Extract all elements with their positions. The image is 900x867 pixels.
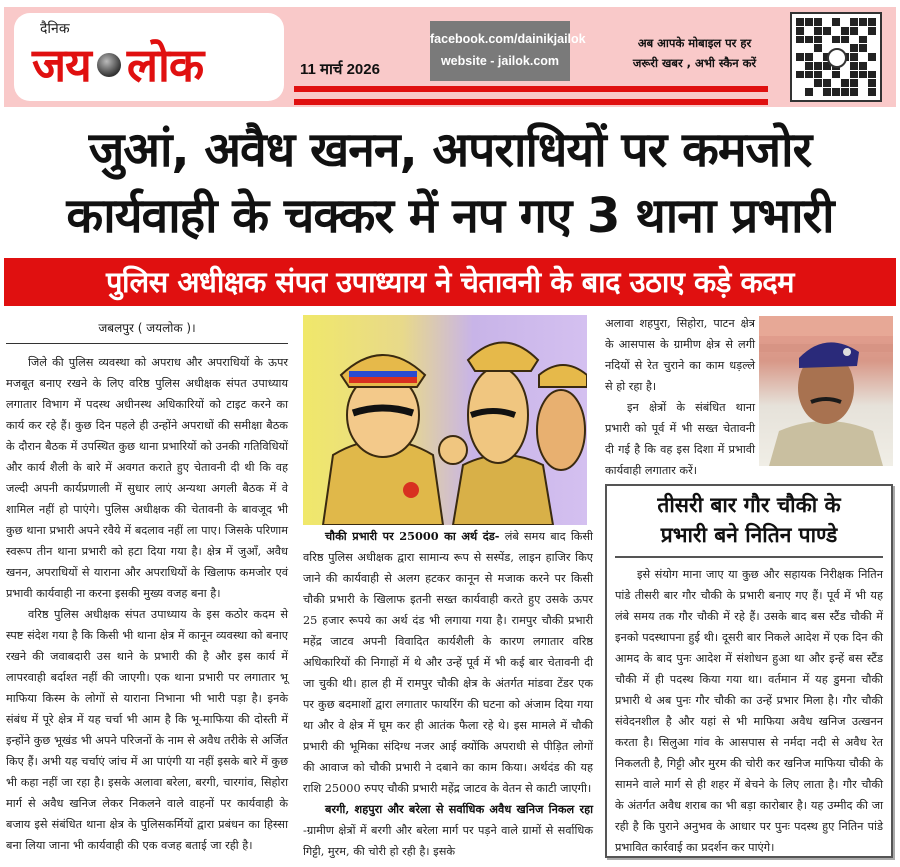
sub-headline: पुलिस अधीक्षक संपत उपाध्याय ने चेतावनी के बाद उठाए कड़े कदम — [4, 258, 896, 306]
promo-line-2: जरूरी खबर , अभी स्कैन करें — [632, 56, 757, 70]
qr-module — [814, 88, 822, 96]
whatsapp-icon — [827, 48, 847, 68]
qr-module — [850, 36, 858, 44]
main-headline-line-1: जुआं, अवैध खनन, अपराधियों पर कमजोर — [88, 122, 812, 178]
sidebar-title-line-2: प्रभारी बने नितिन पाण्डे — [660, 523, 838, 547]
qr-module — [832, 71, 840, 79]
portrait-graphic — [759, 316, 893, 466]
qr-module — [841, 18, 849, 26]
illustration-graphic — [303, 315, 587, 525]
qr-module — [841, 36, 849, 44]
article-paragraph: इन क्षेत्रों के संबंधित थाना प्रभारी को पूर्व में भी सख्त चेतावनी दी गई है कि वह इस दिशा में प्रभावी कार्यवाही लगातार करें। — [605, 401, 755, 477]
qr-module — [823, 36, 831, 44]
logo-wordmark — [32, 35, 203, 95]
website-link[interactable]: website - jailok.com — [440, 54, 560, 68]
qr-module — [859, 88, 867, 96]
cartoon-police-illustration — [303, 315, 587, 525]
qr-module — [814, 62, 822, 70]
qr-module — [805, 79, 813, 87]
article-column-1 — [6, 318, 288, 856]
article-paragraph: जिले की पुलिस व्यवस्था को अपराध और अपराधियों के ऊपर मजबूत बनाए रखने के लिए वरिष्ठ पुलिस अधीक्षक संपत उपाध्याय लगातार विभाग में पदस्थ अधीनस्थ अधिकारियों को टाइट करने का कार्य कर रहे हैं। कुछ दिन पहले ही उन्होंने अपराधों की समीक्षा बैठक के दौरान बैठक में उपस्थित कुछ थाना प्रभारियों को उनकी गतिविधियों और कार्य शैली के बारे में अवगत कराते हुए चेतावनी दी थी कि वह जल्दी अपनी कार्यप्रणाली में सुधार लाएं अन्यथा अगली बैठक में वे शामिल नहीं हो पाएंगे। पुलिस अधीक्षक की चेतावनी के बावजूद भी कुछ थाना प्रभारी अपने रवैये में बदलाव नहीं ला पाए। जिसके परिणाम स्वरूप तीन थाना प्रभारी को हटा दिया गया है। क्षेत्र में जुआँ, अवैध खनन, अपराधियों से याराना और अपराधियों के खिलाफ कमजोर एवं प्रभावी कार्यवाही ना करना इसकी मुख्य वजह बना है। — [6, 356, 288, 600]
qr-module — [823, 18, 831, 26]
qr-module — [805, 36, 813, 44]
article-column-2 — [303, 526, 593, 862]
qr-module — [796, 18, 804, 26]
section-subheading: चौकी प्रभारी पर 25000 का अर्थ दंड- — [325, 529, 500, 543]
qr-module — [868, 71, 876, 79]
sidebar-title-line-1: तीसरी बार गौर चौकी के — [657, 493, 841, 517]
qr-module — [832, 88, 840, 96]
qr-module — [859, 18, 867, 26]
qr-module — [859, 71, 867, 79]
qr-module — [805, 62, 813, 70]
qr-module — [868, 53, 876, 61]
qr-module — [859, 27, 867, 35]
qr-module — [796, 88, 804, 96]
article-paragraph: इसे संयोग माना जाए या कुछ और सहायक निरीक्षक नितिन पांडे तीसरी बार गौर चौकी के प्रभारी बनाए गए हैं। पूर्व में भी यह लंबे समय तक गौर चौकी में रहे हैं। उसके बाद बस स्टैंड चौकी में इनको पदस्थापना हुई थी। दूसरी बार निकले आदेश में एक दिन की आमद के बाद पुनः आदेश में संशोधन हुआ था और इन्हें बस स्टैंड चौकी में ही पदस्थ किया गया था। वर्तमान में यह डुमना चौकी प्रभारी थे अब पुनः गौर चौकी का उन्हें प्रभार मिला है। गौर चौकी संवेदनशील है और यहां से भी माफिया अवैध खनिज उत्खनन करता है। सिलुआ गांव के आसपास से नर्मदा नदी से अवैध रेत निकलती है, गिट्टी और मुरम की चोरी कर खनिज माफिया चौकी के सामने वाले मार्ग से ही शहर में बेचने के लिए लाता है। गौर चौकी के अंतर्गत अवैध शराब का भी बड़ा कारोबार है। यह उम्मीद की जा रही है कि पुराने अनुभव के आधार पर पुनः पदस्थ हुए नितिन पांडे प्रभावित कार्रवाई का प्रदर्शन कर पाएंगे। — [615, 568, 883, 854]
article-column-3 — [605, 313, 755, 481]
qr-module — [868, 44, 876, 52]
newspaper-logo — [14, 13, 284, 101]
qr-module — [868, 62, 876, 70]
qr-module — [832, 27, 840, 35]
qr-module — [841, 71, 849, 79]
qr-module — [859, 62, 867, 70]
qr-module — [823, 71, 831, 79]
facebook-link[interactable]: facebook.com/dainikjailok — [430, 32, 586, 46]
qr-module — [841, 79, 849, 87]
sidebar-story-title — [615, 490, 883, 558]
qr-module — [859, 53, 867, 61]
qr-code-icon[interactable] — [790, 12, 882, 102]
qr-module — [868, 27, 876, 35]
qr-module — [832, 79, 840, 87]
main-headline-line-2: कार्यवाही के चक्कर में नप गए 3 थाना प्रभारी — [66, 188, 834, 244]
promo-line-1: अब आपके मोबाइल पर हर — [637, 36, 752, 50]
qr-module — [796, 27, 804, 35]
qr-module — [823, 27, 831, 35]
qr-module — [805, 71, 813, 79]
qr-module — [868, 18, 876, 26]
issue-date: 11 मार्च 2026 — [300, 61, 380, 78]
qr-module — [868, 36, 876, 44]
qr-module — [814, 44, 822, 52]
qr-module — [850, 88, 858, 96]
qr-module — [859, 79, 867, 87]
paragraph-text: -ग्रामीण क्षेत्रों में बरगी और बरेला मार्ग पर पड़ने वाले ग्रामों से सर्वाधिक गिट्टी, मुरम, की चोरी हो रही है। इसके — [303, 824, 593, 858]
qr-module — [796, 44, 804, 52]
qr-module — [796, 53, 804, 61]
qr-module — [832, 18, 840, 26]
qr-module — [814, 53, 822, 61]
qr-module — [796, 79, 804, 87]
qr-module — [868, 79, 876, 87]
qr-module — [796, 36, 804, 44]
sidebar-story-body — [615, 564, 883, 858]
qr-module — [841, 88, 849, 96]
qr-module — [859, 44, 867, 52]
article-paragraph — [303, 799, 593, 862]
qr-module — [814, 27, 822, 35]
qr-module — [805, 53, 813, 61]
article-paragraph: वरिष्ठ पुलिस अधीक्षक संपत उपाध्याय के इस कठोर कदम से स्पष्ट संदेश गया है कि किसी भी थाना क्षेत्र में कानून व्यवस्था को बनाए रखने की जवाबदारी उस थाने के प्रभारी की है और इस कार्य में लापरवाही बर्दाश्त नहीं की जाएगी। एक थाना प्रभारी पर लगातार भू माफिया किस्म के लोगों से याराना निभाना भी भारी पड़ा है। इनके संबंध में पूरे क्षेत्र में यह चर्चा भी आम है कि भू-माफिया की दोस्ती में इन्होंने कुछ भूखंड भी अपने परिजनों के नाम से अवैध तरीके से अर्जित किए हैं। अभी यह चर्चाएं जांच में आ पाएंगी या नहीं इसके बारे में कुछ भी कहा नहीं जा रहा है। इसके अलावा बरेला, बरगी, चारगांव, सिहोरा मार्ग से अवैध खनिज लेकर निकलने वाले वाहनों पर कार्यवाही के बजाय इसे संबंधित थाना क्षेत्र के पुलिसकर्मियों द्वारा प्रबंधन का हिस्सा बना लिया जाना भी कार्यवाही की एक वजह बताई जा रही है। — [6, 608, 288, 852]
section-subheading: बरगी, शहपुरा और बरेला से सर्वाधिक अवैध खनिज निकल रहा — [325, 802, 593, 816]
qr-module — [850, 27, 858, 35]
qr-module — [805, 88, 813, 96]
logo-word-right: लोक — [126, 38, 204, 92]
globe-icon — [97, 53, 121, 77]
qr-module — [805, 18, 813, 26]
dateline: जबलपुर ( जयलोक )। — [6, 318, 288, 344]
qr-module — [814, 18, 822, 26]
qr-module — [868, 88, 876, 96]
sidebar-story-box — [605, 484, 893, 858]
qr-module — [796, 62, 804, 70]
article-paragraph: अलावा शहपुरा, सिहोरा, पाटन क्षेत्र के आसपास के ग्रामीण क्षेत्र से लगी नदियों से रेत चुराने का काम धड़ल्ले से हो रहा है। — [605, 317, 755, 393]
scan-promo — [622, 33, 767, 73]
officer-portrait-photo — [759, 316, 893, 466]
logo-tagline: दैनिक — [40, 21, 70, 37]
qr-module — [814, 36, 822, 44]
qr-module — [814, 71, 822, 79]
article-paragraph — [303, 526, 593, 799]
masthead — [4, 7, 896, 107]
qr-module — [850, 53, 858, 61]
social-links-box — [430, 21, 586, 81]
qr-module — [841, 27, 849, 35]
qr-module — [850, 71, 858, 79]
paragraph-text: लंबे समय बाद किसी वरिष्ठ पुलिस अधीक्षक द्वारा सामान्य रूप से सस्पेंड, लाइन हाजिर किए जाने की कार्यवाही से अलग हटकर कानून से मजाक करने पर किसी चौकी प्रभारी के खिलाफ इतनी सख्त कार्यवाही करते हुए उसके ऊपर 25 हजार रूपये का अर्थ दंड भी लगाया गया है। रामपुर चौकी प्रभारी महेंद्र जाटव अपनी विवादित कार्यशैली के कारण लगातार वरिष्ठ अधिकारियों की निगाहों में थे और उन्हें पूर्व में भी कई बार चेतावनी दी जा चुकी थी। हाल ही में रामपुर चौकी क्षेत्र के अंतर्गत मांडवा टेंडर एक पर कुछ बदमाशों द्वारा लगातार फायरिंग की घटना को अंजाम दिया गया था और वे क्षेत्र में घूम कर ही आतंक फैला रहे थे। इस मामले में चौकी प्रभारी की भूमिका संदिग्ध नजर आई क्योंकि अपराधी से पीड़ित लोगों की आवाज को चौकी प्रभारी ने दबाने का काम किया। अर्थदंड की यह राशि 25000 रुपए चौकी प्रभारी महेंद्र जाटव के वेतन से काटी जाएगी। — [303, 530, 593, 795]
qr-module — [805, 44, 813, 52]
qr-module — [814, 79, 822, 87]
divider-line — [294, 99, 768, 105]
qr-module — [859, 36, 867, 44]
qr-module — [850, 62, 858, 70]
qr-module — [850, 79, 858, 87]
qr-module — [823, 88, 831, 96]
logo-word-left: जय — [32, 38, 91, 92]
qr-module — [850, 44, 858, 52]
qr-module — [832, 36, 840, 44]
qr-module — [850, 18, 858, 26]
qr-module — [823, 79, 831, 87]
qr-module — [805, 27, 813, 35]
divider-line — [294, 86, 768, 92]
qr-module — [796, 71, 804, 79]
